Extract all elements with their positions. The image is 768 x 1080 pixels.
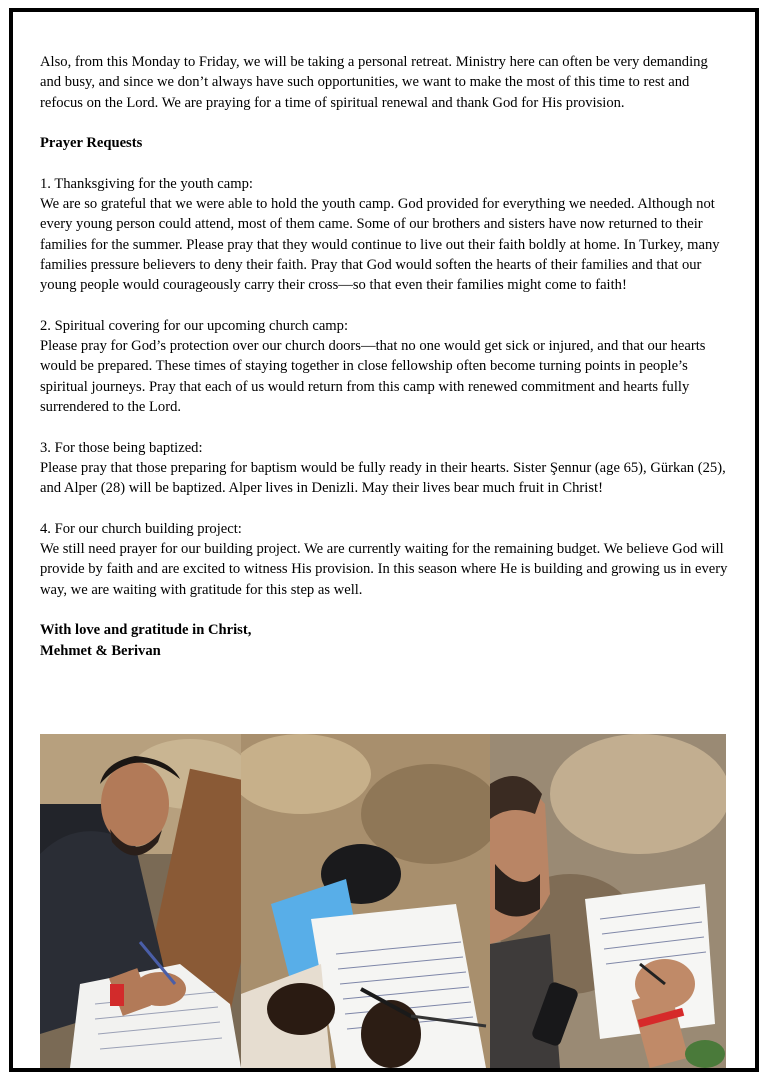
photo-collage	[40, 734, 726, 1068]
photo-man-writing-notepad	[490, 734, 726, 1068]
prayer-request-body: We are so grateful that we were able to hold the youth camp. God provided for everything we needed. Although not every young person could attend, most of them came. Some of our brothers and sisters have now returned to their families for the summer. Please pray that they would continue to live out their faith boldly at home. In Turkey, many families pressure believers to deny their faith. Pray that God would soften the hearts of their families and that our young people would courageously carry their cross—so that even their families might come to faith!	[40, 196, 720, 294]
prayer-request-title: 2. Spiritual covering for our upcoming church camp:	[40, 317, 349, 334]
prayer-request-title: 3. For those being baptized:	[40, 439, 203, 456]
prayer-requests-heading: Prayer Requests	[40, 135, 143, 152]
photo-young-man-writing	[40, 734, 241, 1068]
intro-paragraph: Also, from this Monday to Friday, we will be taking a personal retreat. Ministry here can often be very demanding and busy, and since we don’t always have such opportunities, we want to make the most of this time to rest and refocus on the Lord. We are praying for a time of spiritual renewal and thank God for His provision.	[40, 54, 708, 111]
document-page	[9, 8, 759, 1072]
prayer-request-body: Please pray for God’s protection over our church doors—that no one would get sick or injured, and that our hearts would be prepared. These times of staying together in close fellowship often become turning points in people’s spiritual journeys. Pray that each of us would return from this camp with renewed commitment and hearts fully surrendered to the Lord.	[40, 338, 706, 416]
letter-body	[40, 52, 730, 681]
photo-image	[490, 734, 726, 1068]
closing-signature	[40, 620, 730, 661]
photo-hands-writing	[241, 734, 490, 1068]
prayer-request-body: Please pray that those preparing for baptism would be fully ready in their hearts. Sister Şennur (age 65), Gürkan (25), and Alper (28) will be baptized. Alper lives in Denizli. May their lives bear much fruit in Christ!	[40, 459, 726, 497]
prayer-request-title: 1. Thanksgiving for the youth camp:	[40, 175, 253, 192]
prayer-request-2	[40, 316, 730, 417]
prayer-request-4	[40, 519, 730, 600]
photo-image	[40, 734, 241, 1068]
prayer-request-3	[40, 438, 730, 499]
photo-image	[241, 734, 490, 1068]
prayer-request-body: We still need prayer for our building project. We are currently waiting for the remaining budget. We believe God will provide by faith and are excited to witness His provision. In this season where He is building and growing us in every way, we are waiting with gratitude for this step as well.	[40, 541, 728, 598]
prayer-request-title: 4. For our church building project:	[40, 520, 242, 537]
closing-line: With love and gratitude in Christ,	[40, 622, 252, 639]
prayer-request-1	[40, 174, 730, 296]
signature-names: Mehmet & Berivan	[40, 642, 161, 659]
